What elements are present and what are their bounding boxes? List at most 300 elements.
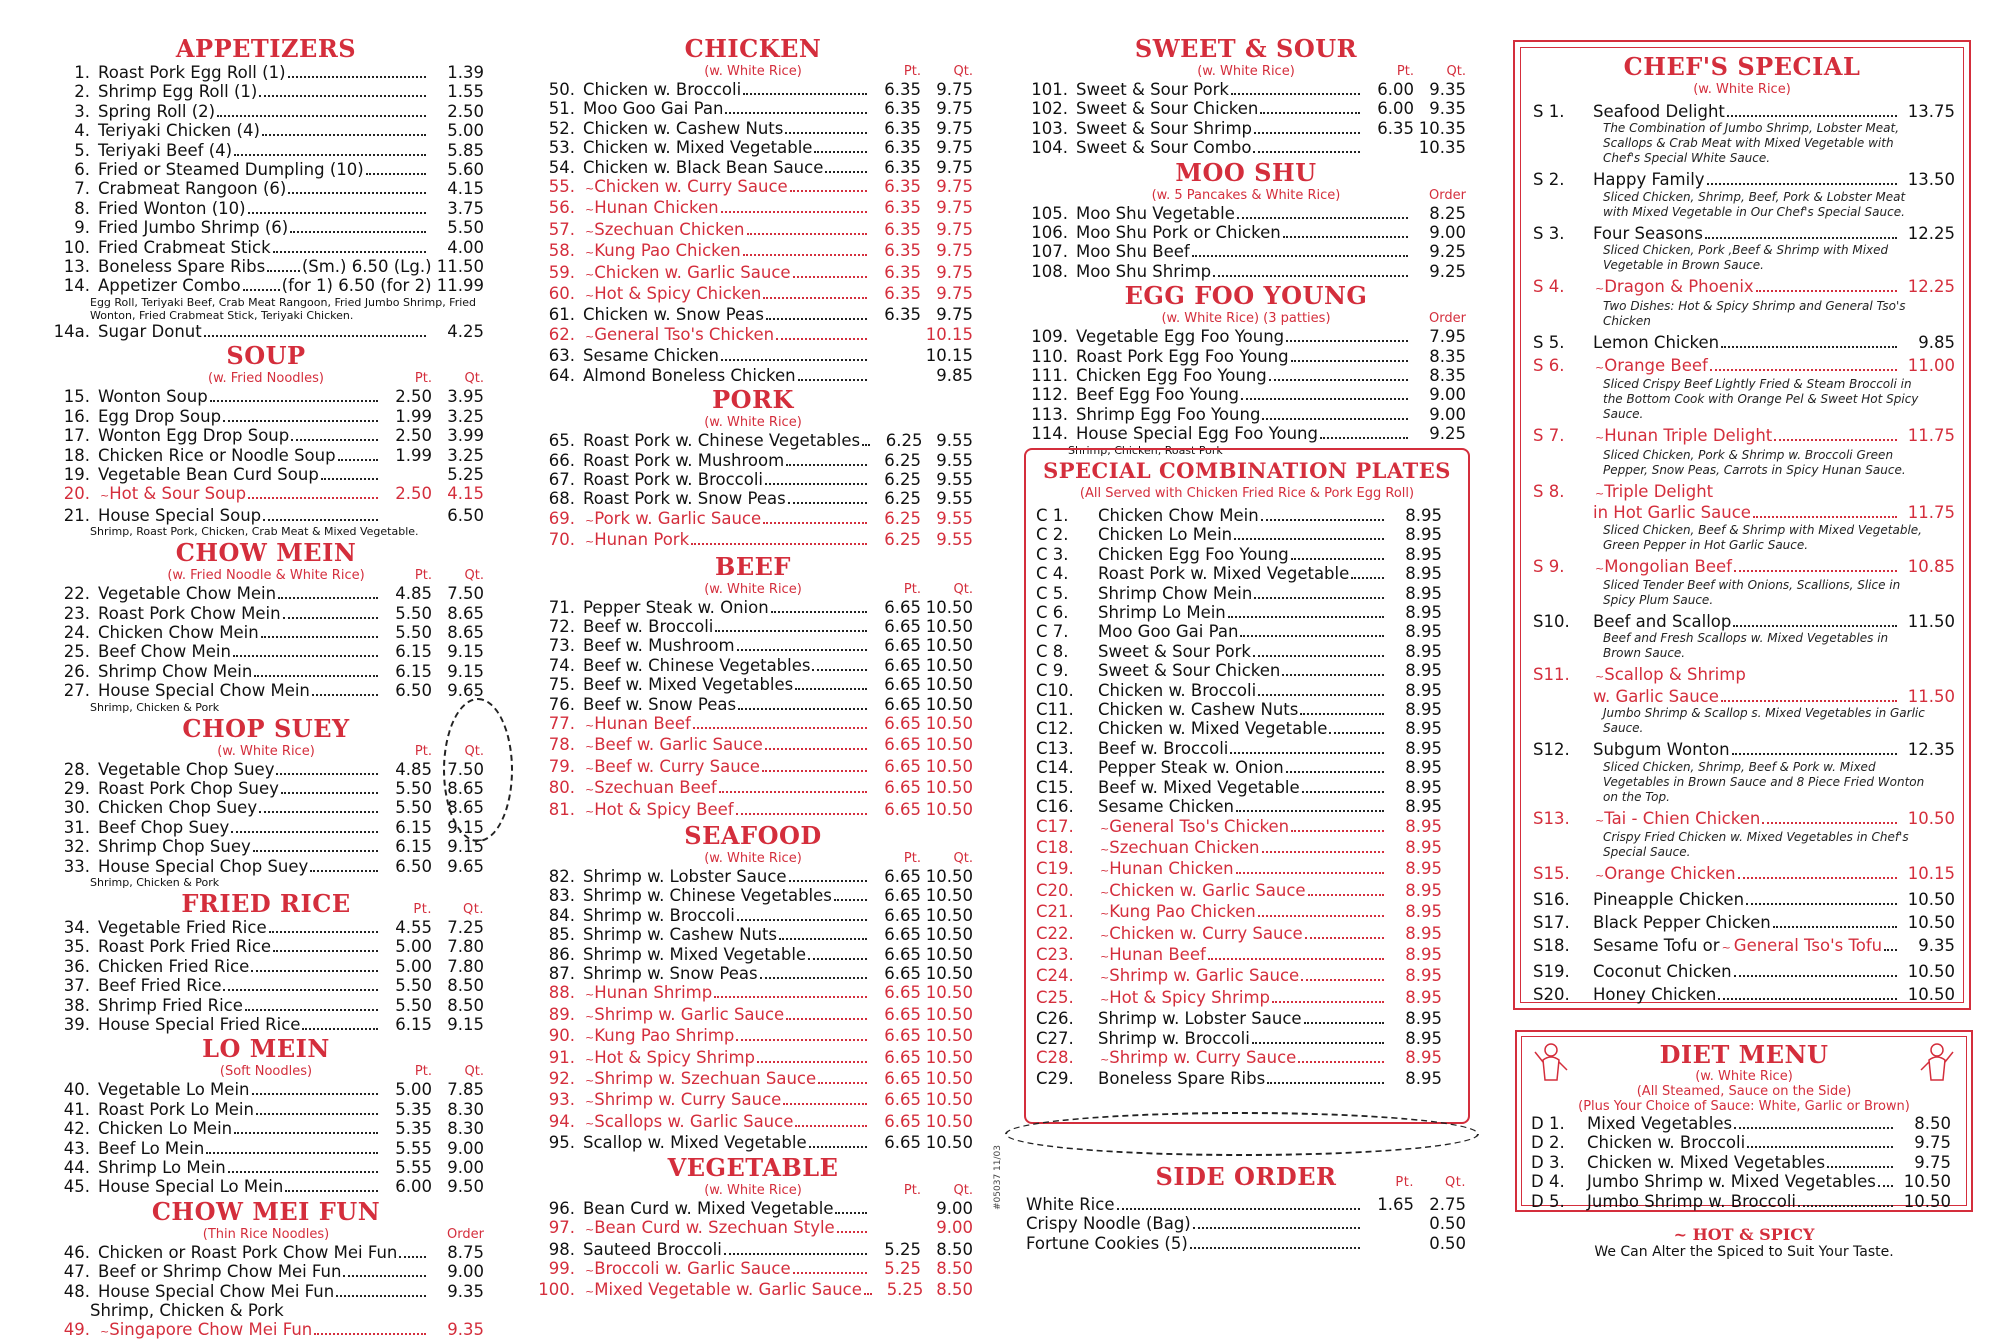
leader-dots bbox=[1192, 255, 1408, 257]
item-name: Beef w. Snow Peas bbox=[583, 694, 737, 714]
item-name: Sweet & Sour Chicken bbox=[1098, 661, 1281, 681]
pint-price: 6.15 bbox=[395, 837, 432, 857]
pint-price: 5.50 bbox=[395, 778, 432, 798]
item-name: House Special Chop Suey bbox=[98, 856, 309, 876]
quart-price: 7.80 bbox=[447, 956, 484, 976]
item-name: Shrimp Egg Roll (1) bbox=[98, 82, 258, 102]
pint-price: 6.00 bbox=[395, 1177, 432, 1197]
item-number: 94. bbox=[548, 1111, 575, 1131]
menu-item bbox=[533, 284, 973, 305]
quart-price: 10.50 bbox=[925, 1047, 973, 1067]
moo-shu-list bbox=[1026, 204, 1466, 282]
menu-item bbox=[533, 431, 973, 450]
price: 8.95 bbox=[1405, 859, 1442, 879]
leader-dots bbox=[256, 1113, 378, 1115]
item-number: 21. bbox=[63, 505, 90, 525]
menu-item bbox=[48, 465, 484, 484]
price: 8.95 bbox=[1405, 944, 1442, 964]
quart-price: 10.50 bbox=[925, 1069, 973, 1089]
item-name: Broccoli w. Garlic Sauce bbox=[594, 1258, 791, 1278]
quart-price: 9.15 bbox=[447, 1015, 484, 1035]
leader-dots bbox=[1231, 93, 1360, 95]
item-name: Moo Shu Beef bbox=[1076, 242, 1190, 262]
item-number: S 4. bbox=[1533, 277, 1565, 297]
item-number: 86. bbox=[548, 944, 575, 964]
price: 8.95 bbox=[1405, 966, 1442, 986]
item-name: Shrimp Egg Foo Young bbox=[1076, 404, 1261, 424]
item-number: 110. bbox=[1031, 346, 1068, 366]
pint-price: 6.35 bbox=[884, 284, 921, 304]
item-name: Szechuan Chicken bbox=[1109, 837, 1260, 857]
item-number: C18. bbox=[1036, 837, 1074, 857]
menu-item bbox=[533, 1026, 973, 1047]
item-number: 72. bbox=[548, 616, 575, 636]
menu-item bbox=[48, 837, 484, 856]
item-number: C 6. bbox=[1036, 603, 1069, 623]
item-number: S10. bbox=[1533, 612, 1570, 632]
menu-item bbox=[48, 160, 484, 179]
quart-price: 10.50 bbox=[925, 778, 973, 798]
item-name: Shrimp w. Broccoli bbox=[583, 905, 735, 925]
chicken-heading: CHICKEN bbox=[684, 34, 822, 63]
pepper-icon: ~ bbox=[1100, 821, 1110, 835]
item-name: Roast Pork Lo Mein bbox=[98, 1099, 254, 1119]
item-name: Jumbo Shrimp w. Broccoli bbox=[1587, 1191, 1797, 1211]
item-number: S 2. bbox=[1533, 170, 1565, 190]
quart-price: 9.55 bbox=[936, 530, 973, 550]
pepper-icon: ~ bbox=[100, 489, 110, 503]
soup-special-note: Shrimp, Roast Pork, Chicken, Crab Meat & Mixed Vegetable. bbox=[90, 525, 419, 539]
item-name: Hunan Shrimp bbox=[594, 983, 713, 1003]
item-name: Moo Shu Pork or Chicken bbox=[1076, 223, 1281, 243]
item-number: 73. bbox=[548, 636, 575, 656]
item-number: 29. bbox=[63, 778, 90, 798]
menu-item bbox=[48, 1015, 484, 1034]
quart-price: 9.75 bbox=[936, 118, 973, 138]
quart-price: 4.15 bbox=[447, 484, 484, 504]
item-number: 101. bbox=[1031, 80, 1068, 99]
quart-price: 10.50 bbox=[925, 756, 973, 776]
item-number: D 1. bbox=[1531, 1114, 1565, 1133]
item-number: S11. bbox=[1533, 665, 1570, 685]
pint-price: 6.35 bbox=[884, 219, 921, 239]
price: 9.35 bbox=[447, 1320, 484, 1340]
menu-item bbox=[1527, 1133, 1951, 1152]
item-name: Chicken Egg Foo Young bbox=[1076, 366, 1267, 386]
pint-price: 6.25 bbox=[885, 431, 923, 451]
chow-mei-fun-sub: (Thin Rice Noodles) Order bbox=[202, 1226, 484, 1242]
leader-dots bbox=[788, 502, 867, 504]
price: 13.50 bbox=[1907, 170, 1955, 190]
leader-dots bbox=[1756, 290, 1897, 292]
pork-list bbox=[533, 431, 973, 551]
item-description: Sliced Chicken, Shrimp, Beef & Pork w. Mixed Vegetables in Brown Sauce and 8 Piece Fried Wonton on the Top. bbox=[1603, 759, 1925, 804]
quart-price: 8.65 bbox=[447, 603, 484, 623]
price: 10.15 bbox=[1907, 864, 1955, 884]
chef-item bbox=[1529, 913, 1955, 932]
item-name: Beef w. Mixed Vegetables bbox=[583, 675, 794, 695]
menu-item bbox=[48, 642, 484, 661]
item-number: 28. bbox=[63, 759, 90, 779]
quart-price: 9.75 bbox=[936, 305, 973, 325]
menu-item bbox=[533, 1112, 973, 1133]
quart-price: 8.50 bbox=[936, 1258, 973, 1278]
item-name: Shrimp w. Curry Sauce bbox=[1109, 1047, 1297, 1067]
pepper-icon: ~ bbox=[585, 203, 595, 217]
soup-sub: (w. Fried Noodles) Pt. Qt. bbox=[208, 371, 484, 387]
leader-dots bbox=[862, 444, 870, 446]
leader-dots bbox=[825, 171, 867, 173]
price: 10.50 bbox=[1907, 912, 1955, 932]
menu-item bbox=[48, 1282, 484, 1301]
item-name: Mixed Vegetables bbox=[1587, 1114, 1733, 1133]
quart-price: 10.50 bbox=[925, 944, 973, 964]
item-number: 48. bbox=[63, 1281, 90, 1301]
item-number: 105. bbox=[1031, 203, 1068, 223]
menu-item bbox=[48, 779, 484, 798]
leader-dots bbox=[233, 655, 378, 657]
leader-dots bbox=[721, 359, 867, 361]
leader-dots bbox=[1746, 903, 1897, 905]
menu-item bbox=[533, 346, 973, 365]
pepper-icon: ~ bbox=[585, 224, 595, 238]
leader-dots bbox=[314, 1333, 426, 1335]
leader-dots bbox=[757, 1061, 867, 1063]
menu-item bbox=[533, 263, 973, 284]
leader-dots bbox=[795, 688, 867, 690]
pint-price: 6.65 bbox=[884, 1026, 921, 1046]
quart-price: 8.65 bbox=[447, 798, 484, 818]
leader-dots bbox=[1705, 237, 1897, 239]
price: 9.25 bbox=[1429, 261, 1466, 281]
item-name: Chicken Fried Rice bbox=[98, 956, 250, 976]
leader-dots bbox=[725, 112, 867, 114]
item-number: C 3. bbox=[1036, 544, 1069, 564]
pint-price: 5.00 bbox=[395, 937, 432, 957]
item-number: 22. bbox=[63, 584, 90, 604]
pint-price: 6.15 bbox=[395, 642, 432, 662]
leader-dots bbox=[1252, 1042, 1384, 1044]
item-name: Boneless Spare Ribs bbox=[98, 257, 266, 277]
leader-dots bbox=[812, 669, 867, 671]
pint-price: 6.65 bbox=[884, 1004, 921, 1024]
menu-item bbox=[48, 102, 484, 121]
item-name: Szechuan Beef bbox=[594, 778, 717, 798]
quart-price: 10.50 bbox=[925, 867, 973, 886]
menu-item bbox=[48, 121, 484, 140]
quart-price: 10.50 bbox=[925, 905, 973, 925]
item-number: 45. bbox=[63, 1177, 90, 1197]
appetizers-list bbox=[48, 63, 484, 296]
item-name: Spring Roll (2) bbox=[98, 101, 216, 121]
leader-dots bbox=[736, 1039, 867, 1041]
menu-item bbox=[533, 177, 973, 198]
price: 8.95 bbox=[1405, 797, 1442, 817]
item-description: Jumbo Shrimp & Scallop s. Mixed Vegetables in Garlic Sauce. bbox=[1603, 706, 1925, 736]
sweet-sour-sub: (w. White Rice) Pt. Qt. bbox=[1197, 64, 1466, 79]
leader-dots bbox=[261, 636, 378, 638]
leader-dots bbox=[1320, 437, 1408, 439]
menu-item bbox=[1527, 1114, 1951, 1133]
pepper-icon: ~ bbox=[585, 1095, 595, 1109]
price: 8.95 bbox=[1405, 661, 1442, 681]
leader-dots bbox=[1884, 949, 1897, 951]
item-number: 96. bbox=[548, 1198, 575, 1218]
item-name: Fortune Cookies (5) bbox=[1026, 1233, 1188, 1253]
pint-price: 6.65 bbox=[884, 713, 921, 733]
menu-column-1 bbox=[48, 34, 484, 1342]
item-number: 41. bbox=[63, 1099, 90, 1119]
leader-dots bbox=[1827, 1166, 1893, 1168]
quart-price: 8.30 bbox=[447, 1119, 484, 1139]
leader-dots bbox=[743, 93, 867, 95]
seafood-sub: (w. White Rice) Pt. Qt. bbox=[704, 851, 973, 866]
price: 8.95 bbox=[1405, 1047, 1442, 1067]
item-description: Sliced Chicken, Beef & Shrimp with Mixed Vegetable, Green Pepper in Hot Garlic Sauce. bbox=[1603, 522, 1922, 552]
quart-price: 2.75 bbox=[1429, 1195, 1466, 1214]
menu-item bbox=[533, 1218, 973, 1239]
quart-price: 10.50 bbox=[925, 925, 973, 945]
leader-dots bbox=[834, 899, 867, 901]
chef-item bbox=[1529, 333, 1955, 352]
menu-item bbox=[533, 675, 973, 694]
item-number: 67. bbox=[548, 469, 575, 489]
chef-item bbox=[1529, 936, 1955, 957]
menu-item bbox=[533, 945, 973, 964]
leader-dots bbox=[818, 1082, 867, 1084]
menu-item bbox=[1026, 603, 1442, 622]
menu-item bbox=[1026, 966, 1442, 987]
item-description: Beef and Fresh Scallops w. Mixed Vegetables in Brown Sauce. bbox=[1603, 631, 1889, 661]
item-number: S 3. bbox=[1533, 223, 1565, 243]
price: 4.25 bbox=[447, 321, 484, 341]
quart-price: 9.75 bbox=[936, 138, 973, 158]
pint-price: 6.35 bbox=[884, 138, 921, 158]
quart-price: 0.50 bbox=[1429, 1233, 1466, 1253]
leader-dots bbox=[223, 420, 378, 422]
item-name: Beef w. Mushroom bbox=[583, 636, 735, 656]
leader-dots bbox=[814, 151, 867, 153]
item-number: C 4. bbox=[1036, 564, 1069, 584]
item-name: Chicken Chow Mein bbox=[98, 622, 259, 642]
leader-dots bbox=[343, 1275, 426, 1277]
leader-dots bbox=[691, 543, 867, 545]
menu-item bbox=[48, 218, 484, 237]
item-number: 54. bbox=[548, 157, 575, 177]
item-name: Roast Pork w. Mushroom bbox=[583, 450, 785, 470]
pepper-icon: ~ bbox=[1100, 885, 1110, 899]
leader-dots bbox=[1193, 1227, 1360, 1229]
item-name: Singapore Chow Mei Fun bbox=[109, 1320, 313, 1340]
leader-dots bbox=[762, 770, 867, 772]
item-name: Egg Drop Soup bbox=[98, 406, 222, 426]
item-number: S18. bbox=[1533, 936, 1570, 956]
leader-dots bbox=[234, 1132, 378, 1134]
item-description: The Combination of Jumbo Shrimp, Lobster Meat, Scallops & Crab Meat with Mixed Vegetable with Chef's Special White Sauce. bbox=[1603, 121, 1900, 166]
pint-price: 6.65 bbox=[884, 799, 921, 819]
item-name: Fried Jumbo Shrimp (6) bbox=[98, 218, 289, 238]
menu-item bbox=[1026, 119, 1466, 138]
leader-dots bbox=[267, 270, 300, 272]
chef-item bbox=[1529, 277, 1955, 298]
item-name: Dragon & Phoenix bbox=[1604, 277, 1754, 297]
item-number: C22. bbox=[1036, 923, 1074, 943]
diet-list bbox=[1527, 1114, 1961, 1211]
item-name: Beef w. Mixed Vegetable bbox=[1098, 777, 1300, 797]
leader-dots bbox=[1732, 753, 1897, 755]
item-name: Shrimp w. Snow Peas bbox=[583, 964, 758, 984]
menu-item bbox=[48, 141, 484, 160]
item-number: 37. bbox=[63, 976, 90, 996]
chop-suey-heading: CHOP SUEY bbox=[182, 713, 350, 743]
pint-price: 6.65 bbox=[884, 1133, 921, 1153]
egg-foo-young-note: Shrimp, Chicken, Roast Pork bbox=[1068, 443, 1223, 457]
quart-price: 8.30 bbox=[447, 1099, 484, 1119]
item-name: Subgum Wonton bbox=[1593, 740, 1730, 760]
pepper-icon: ~ bbox=[100, 1325, 110, 1339]
pint-price: 6.65 bbox=[884, 886, 921, 906]
item-number: 106. bbox=[1031, 223, 1068, 243]
chef-item bbox=[1529, 890, 1955, 909]
item-name: House Special Egg Foo Young bbox=[1076, 424, 1318, 444]
quart-price: 10.50 bbox=[925, 1004, 973, 1024]
item-number: 81. bbox=[548, 799, 575, 819]
menu-item bbox=[533, 735, 973, 756]
chef-item bbox=[1529, 809, 1955, 830]
item-name: Appetizer Combo bbox=[98, 276, 241, 296]
quart-price: 7.25 bbox=[447, 918, 484, 937]
leader-dots bbox=[338, 459, 378, 461]
leader-dots bbox=[245, 1009, 378, 1011]
quart-price: 9.65 bbox=[447, 681, 484, 701]
menu-item bbox=[533, 1240, 973, 1259]
item-name: Shrimp Chow Mein bbox=[98, 661, 253, 681]
menu-item bbox=[533, 220, 973, 241]
item-number: S 9. bbox=[1533, 556, 1565, 576]
menu-item bbox=[1026, 642, 1442, 661]
leader-dots bbox=[808, 958, 867, 960]
quart-price: 9.35 bbox=[1429, 80, 1466, 99]
item-number: 109. bbox=[1031, 327, 1068, 347]
menu-item bbox=[533, 778, 973, 799]
pepper-icon: ~ bbox=[585, 804, 595, 818]
quart-price: 9.50 bbox=[447, 1177, 484, 1197]
price: 8.95 bbox=[1405, 700, 1442, 720]
item-name: Moo Shu Shrimp bbox=[1076, 261, 1212, 281]
item-number: 102. bbox=[1031, 99, 1068, 119]
leader-dots bbox=[1773, 926, 1897, 928]
pepper-icon: ~ bbox=[585, 783, 595, 797]
menu-item bbox=[533, 1069, 973, 1090]
menu-item bbox=[1026, 385, 1466, 404]
price: 8.95 bbox=[1405, 758, 1442, 778]
pepper-icon: ~ bbox=[1595, 869, 1605, 883]
item-name: Pork w. Garlic Sauce bbox=[594, 508, 762, 528]
menu-item bbox=[533, 598, 973, 617]
quart-price: 8.50 bbox=[447, 995, 484, 1015]
menu-item bbox=[48, 1119, 484, 1138]
pint-price: 5.50 bbox=[395, 622, 432, 642]
price: 1.55 bbox=[447, 82, 484, 102]
chow-mein-sub: (w. Fried Noodle & White Rice) Pt. Qt. bbox=[167, 568, 484, 584]
leader-dots bbox=[1260, 112, 1360, 114]
item-number: C16. bbox=[1036, 797, 1074, 817]
item-name: Chicken w. Mixed Vegetable bbox=[1098, 719, 1328, 739]
leader-dots bbox=[234, 154, 426, 156]
item-number: C24. bbox=[1036, 966, 1074, 986]
item-name: Beef w. Chinese Vegetables bbox=[583, 655, 811, 675]
pint-price: 6.65 bbox=[884, 867, 921, 886]
pint-price: 4.55 bbox=[395, 918, 432, 937]
item-number: 18. bbox=[63, 445, 90, 465]
leader-dots bbox=[273, 251, 426, 253]
item-name: Chicken w. Curry Sauce bbox=[1109, 923, 1303, 943]
item-name: Orange Chicken bbox=[1604, 864, 1736, 884]
pint-price: 6.65 bbox=[884, 735, 921, 755]
item-number: 108. bbox=[1031, 261, 1068, 281]
leader-dots bbox=[1727, 115, 1897, 117]
item-name: Mongolian Beef bbox=[1604, 556, 1732, 576]
price: 8.95 bbox=[1405, 506, 1442, 525]
quart-price: 10.50 bbox=[925, 964, 973, 984]
quart-price: 5.25 bbox=[447, 464, 484, 484]
leader-dots bbox=[210, 400, 378, 402]
leader-dots bbox=[738, 708, 867, 710]
quart-price: 10.35 bbox=[1418, 118, 1466, 138]
item-name: Beef Fried Rice bbox=[98, 976, 222, 996]
item-number: 83. bbox=[548, 886, 575, 906]
item-number: 35. bbox=[63, 937, 90, 957]
item-number: 44. bbox=[63, 1158, 90, 1178]
leader-dots bbox=[785, 132, 867, 134]
pepper-icon: ~ bbox=[1595, 486, 1605, 500]
leader-dots bbox=[1718, 998, 1897, 1000]
chef-item-line-2 bbox=[1529, 687, 1955, 706]
leader-dots bbox=[217, 115, 426, 117]
pint-price: 6.25 bbox=[884, 469, 921, 489]
quart-price: 10.50 bbox=[925, 616, 973, 636]
leader-dots bbox=[263, 519, 378, 521]
pepper-icon: ~ bbox=[585, 329, 595, 343]
combo-heading: SPECIAL COMBINATION PLATES bbox=[1043, 458, 1451, 483]
item-number: 104. bbox=[1031, 138, 1068, 158]
item-name: White Rice bbox=[1026, 1195, 1115, 1214]
item-number: S12. bbox=[1533, 740, 1570, 760]
item-name: Shrimp w. Broccoli bbox=[1098, 1028, 1250, 1048]
item-number: S15. bbox=[1533, 864, 1570, 884]
hot-spicy-legend bbox=[1515, 1225, 1973, 1260]
leader-dots bbox=[1301, 979, 1384, 981]
pepper-icon: ~ bbox=[1721, 941, 1731, 955]
pepper-icon: ~ bbox=[585, 1116, 595, 1130]
price: (Sm.) 6.50 (Lg.) 11.50 bbox=[301, 257, 484, 277]
menu-item bbox=[533, 241, 973, 262]
item-description: Sliced Crispy Beef Lightly Fried & Steam Broccoli in the Bottom Cook with Orange Pel & Sweet Hot Spicy Sauce. bbox=[1603, 377, 1919, 422]
item-name: Vegetable Lo Mein bbox=[98, 1080, 250, 1100]
item-number: 3. bbox=[74, 101, 90, 121]
menu-item bbox=[533, 470, 973, 489]
item-number: 93. bbox=[548, 1090, 575, 1110]
item-name: Chicken or Roast Pork Chow Mei Fun bbox=[98, 1242, 398, 1262]
leader-dots bbox=[269, 931, 378, 933]
item-number: 46. bbox=[63, 1242, 90, 1262]
combo-list bbox=[1026, 506, 1468, 1089]
leader-dots bbox=[1734, 1127, 1893, 1129]
chow-mei-fun-heading: CHOW MEI FUN bbox=[151, 1196, 381, 1226]
pepper-icon: ~ bbox=[1595, 670, 1605, 684]
pepper-icon: ~ bbox=[585, 988, 595, 1002]
pepper-icon: ~ bbox=[1100, 907, 1110, 921]
